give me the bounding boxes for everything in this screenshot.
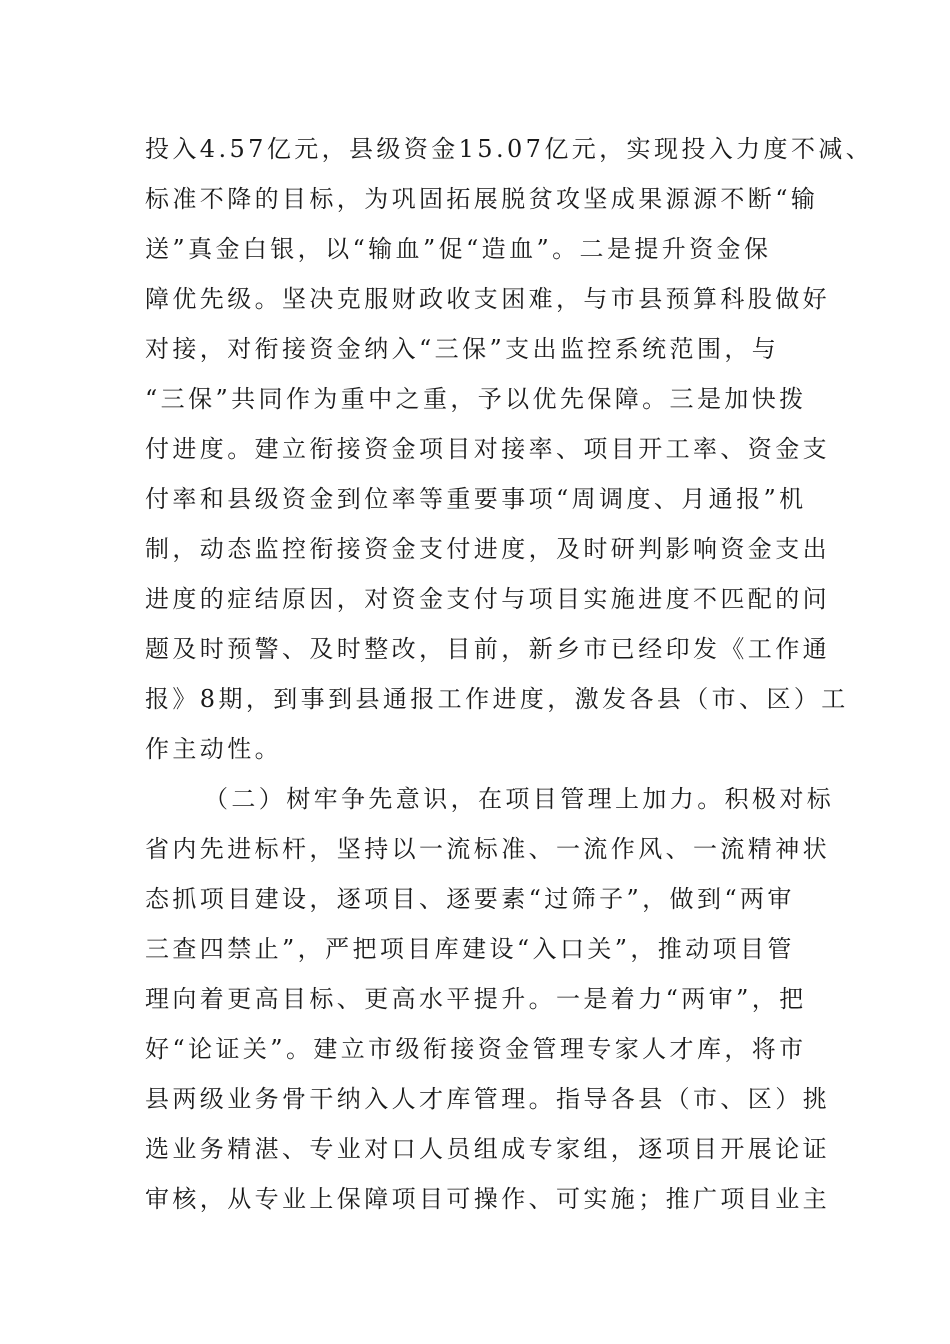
text-line: 进度的症结原因，对资金支付与项目实施进度不匹配的问 xyxy=(145,585,830,613)
text-line: 对接，对衔接资金纳入“三保”支出监控系统范围，与 xyxy=(145,335,780,363)
text-line: 付率和县级资金到位率等重要事项“周调度、月通报”机 xyxy=(145,485,807,513)
text-line: 好“论证关”。建立市级衔接资金管理专家人才库，将市 xyxy=(145,1035,807,1063)
section-heading-line: （二）树牢争先意识，在项目管理上加力。积极对标 xyxy=(204,785,835,813)
text-line: 态抓项目建设，逐项目、逐要素“过筛子”，做到“两审 xyxy=(145,885,795,913)
text-line: 障优先级。坚决克服财政收支困难，与市县预算科股做好 xyxy=(145,285,830,313)
text-line: 付进度。建立衔接资金项目对接率、项目开工率、资金支 xyxy=(145,435,830,463)
text-line: 制，动态监控衔接资金支付进度，及时研判影响资金支出 xyxy=(145,535,830,563)
text-line: 送”真金白银，以“输血”促“造血”。二是提升资金保 xyxy=(145,235,772,263)
text-line: 三查四禁止”，严把项目库建设“入口关”，推动项目管 xyxy=(145,935,795,963)
text-line: 省内先进标杆，坚持以一流标准、一流作风、一流精神状 xyxy=(145,835,830,863)
text-line: 投入4.57亿元，县级资金15.07亿元，实现投入力度不减、 xyxy=(145,135,874,163)
text-line: 理向着更高目标、更高水平提升。一是着力“两审”，把 xyxy=(145,985,807,1013)
text-line: 标准不降的目标，为巩固拓展脱贫攻坚成果源源不断“输 xyxy=(145,185,819,213)
text-line: “三保”共同作为重中之重，予以优先保障。三是加快拨 xyxy=(145,385,807,413)
text-line: 题及时预警、及时整改，目前，新乡市已经印发《工作通 xyxy=(145,635,830,663)
text-line: 选业务精湛、专业对口人员组成专家组，逐项目开展论证 xyxy=(145,1135,830,1163)
text-line: 作主动性。 xyxy=(145,735,282,763)
text-line: 报》8期，到事到县通报工作进度，激发各县（市、区）工 xyxy=(145,685,849,713)
text-line: 县两级业务骨干纳入人才库管理。指导各县（市、区）挑 xyxy=(145,1085,830,1113)
text-line: 审核，从专业上保障项目可操作、可实施；推广项目业主 xyxy=(145,1185,830,1213)
